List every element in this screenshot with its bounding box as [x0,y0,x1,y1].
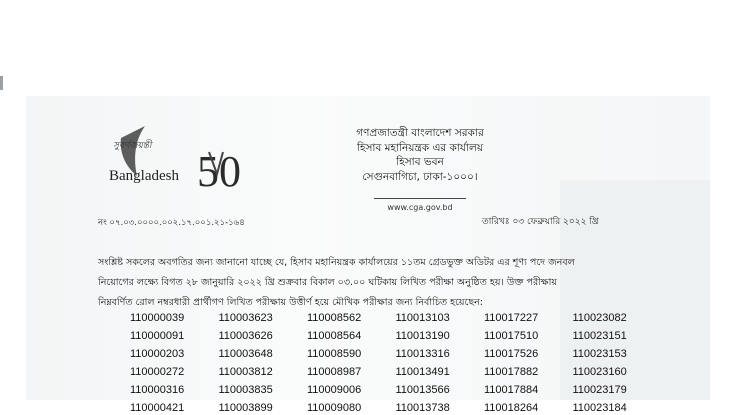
roll-number: 110000421 [130,402,185,414]
roll-number: 110000091 [130,330,185,342]
roll-number: 110013738 [395,402,450,414]
logo-number: 50 [197,147,241,196]
roll-number: 110013491 [395,366,450,378]
bleed-through-text [292,199,295,209]
roll-number: 110013190 [395,330,450,342]
roll-number: 110018264 [484,402,539,414]
roll-number: 110008590 [307,348,362,360]
logo-graphic [105,118,245,210]
roll-number-grid [130,311,660,415]
website-link[interactable]: www.cga.gov.bd [387,203,453,212]
roll-number: 110000039 [130,312,185,324]
roll-number: 110013566 [395,384,450,396]
heading-line-address: সেগুনবাগিচা, ঢাকা-১০০০। [362,170,478,183]
roll-number: 110003623 [218,312,273,324]
roll-number: 110008987 [307,366,362,378]
roll-number: 110017882 [484,366,539,378]
notice-body [98,253,688,313]
roll-number: 110013316 [395,348,450,360]
roll-number: 110023160 [572,366,627,378]
roll-number: 110023179 [572,384,627,396]
roll-number: 110013103 [395,312,450,324]
notice-date: তারিখঃ ০৩ ফেব্রুয়ারি ২০২২ খ্রি [482,217,599,227]
roll-number: 110017510 [484,330,539,342]
roll-number: 110003899 [218,402,273,414]
roll-number: 110000316 [130,384,185,396]
roll-number: 110003626 [218,330,273,342]
roll-number: 110009080 [307,402,362,414]
golden-jubilee-logo [105,118,245,210]
roll-number: 110003648 [218,348,273,360]
roll-number: 110023151 [572,330,627,342]
roll-number: 110000203 [130,348,185,360]
roll-number: 110009006 [307,384,362,396]
roll-number: 110008564 [307,330,362,342]
office-heading [300,126,540,213]
svg-text:সুবর্ণজয়ন্তী: সুবর্ণজয়ন্তী [113,141,152,151]
roll-number: 110023153 [572,348,627,360]
roll-number: 110023184 [572,402,627,414]
roll-number: 110017884 [484,384,539,396]
heading-line-government: গণপ্রজাতন্ত্রী বাংলাদেশ সরকার [356,127,484,139]
roll-number: 110017227 [484,312,539,324]
roll-number: 110000272 [130,366,185,378]
notice-line-2: নিয়োগের লক্ষ্যে বিগত ২৮ জানুয়ারি ২০২২ খ্রি শুক্রবার বিকাল ০৩.০০ ঘটিকায় লিখিত পরীক্ষা অনুষ্ঠিত হয়। উক্ত পরীক্ষায় [98,277,557,288]
heading-line-building: হিসাব ভবন [396,156,444,168]
roll-number: 110003812 [218,366,273,378]
memo-number: নং ০৭.০৩.০০০০.০০২.১৭.০০১.২১-১৬৪ [98,218,245,228]
logo-wordmark: Bangladesh [109,168,179,184]
scan-corner-mark [0,76,3,90]
heading-line-office: হিসাব মহানিয়ন্ত্রক এর কার্যালয় [356,141,484,154]
heading-divider [374,198,466,199]
roll-number: 110003835 [218,384,273,396]
notice-line-1: সংশ্লিষ্ট সকলের অবগতির জন্য জানানো যাচ্ছে যে, হিসাব মহানিয়ন্ত্রক কার্যালয়ের ১১তম গ্রেডভুক্ত অডিটর এর শূণ্য পদে জনবল [98,257,575,268]
roll-number: 110008562 [307,312,362,324]
roll-number: 110023082 [572,312,627,324]
notice-line-3: নিম্নবর্ণিত রোল নম্বরধারী প্রার্থীগণ লিখিত পরীক্ষায় উত্তীর্ণ হয়ে মৌখিক পরীক্ষার জন্য নির্বাচিত হয়েছেন: [98,297,483,308]
roll-number: 110017526 [484,348,539,360]
